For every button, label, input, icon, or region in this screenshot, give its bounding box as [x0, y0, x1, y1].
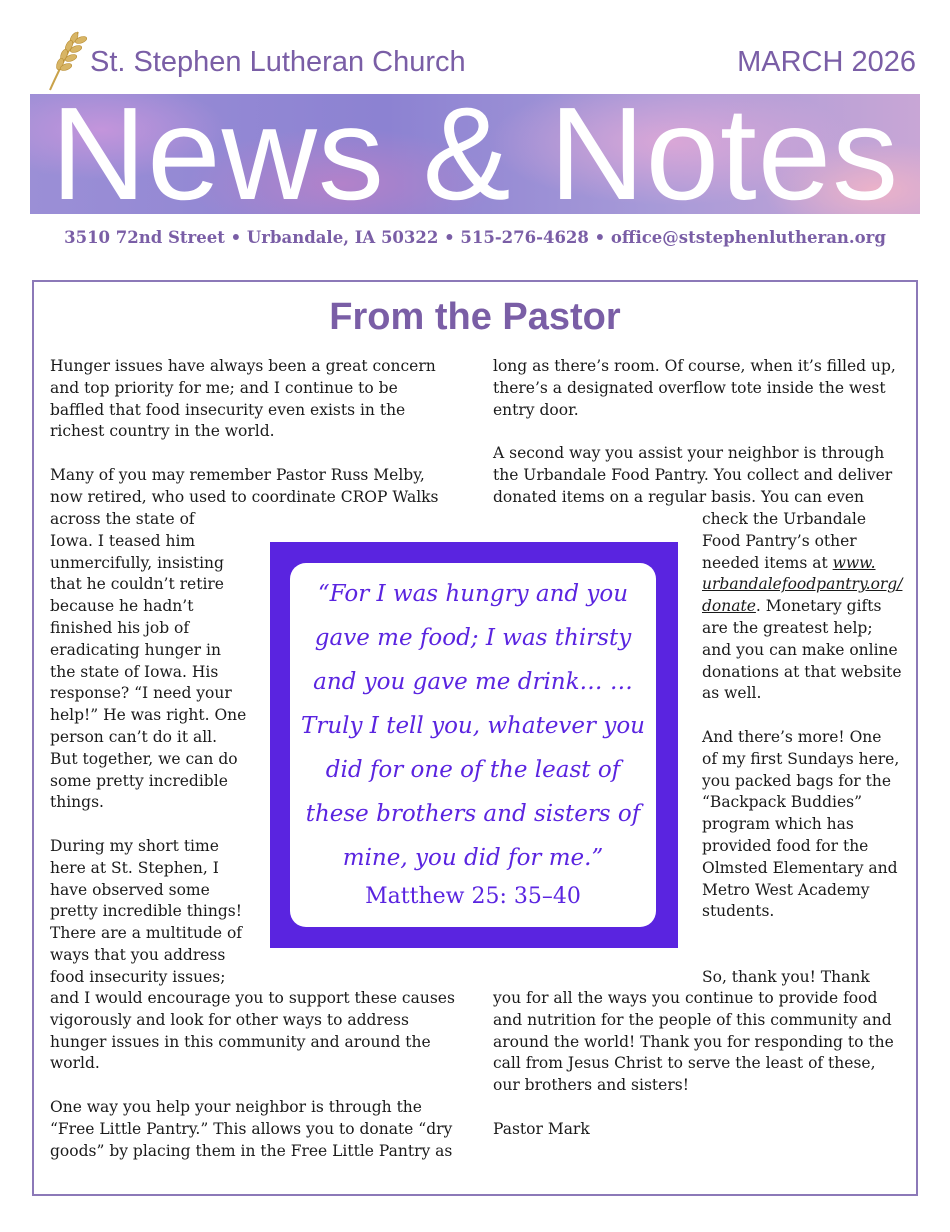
- text-line: now retired, who used to coordinate CROP Walks: [50, 487, 439, 506]
- text-line: And there’s more! One: [702, 727, 882, 746]
- contact-line: 3510 72nd Street • Urbandale, IA 50322 • 515-276-4628 • office@ststephenlutheran.org: [64, 228, 886, 247]
- text-line: donated items on a regular basis. You can even: [493, 487, 865, 506]
- text-line: One way you help your neighbor is through the: [50, 1097, 422, 1116]
- text-line: and top priority for me; and I continue to be: [50, 378, 398, 397]
- masthead-title: News & Notes: [50, 94, 900, 214]
- food-pantry-link[interactable]: urbandalefoodpantry.org/: [702, 575, 903, 594]
- text-line: students.: [702, 902, 775, 921]
- text-line: and I would encourage you to support these causes: [50, 989, 455, 1007]
- text-line: Food Pantry’s other: [702, 531, 857, 550]
- text-line: help!” He was right. One: [50, 706, 247, 725]
- pull-quote-text: [290, 572, 656, 880]
- text-line: donate. Monetary gifts: [702, 597, 882, 616]
- text-line: the state of Iowa. His: [50, 662, 219, 681]
- text-line: There are a multitude of: [50, 924, 243, 943]
- quote-line: and you gave me drink… …: [313, 669, 633, 695]
- quote-line: “For I was hungry and you: [317, 581, 629, 607]
- text-line: A second way you assist your neighbor is through: [493, 444, 885, 463]
- signature: Pastor Mark: [493, 1119, 590, 1138]
- text-line: richest country in the world.: [50, 422, 275, 441]
- text-line: [702, 574, 902, 596]
- text-line: things.: [50, 793, 104, 812]
- text-line: you for all the ways you continue to provide food: [493, 989, 878, 1007]
- wheat-icon: [44, 26, 88, 92]
- quote-line: did for one of the least of: [325, 757, 621, 783]
- text-line: “Backpack Buddies”: [702, 793, 863, 812]
- text-line: program which has: [702, 815, 854, 834]
- food-pantry-link[interactable]: www.: [832, 553, 876, 572]
- text-line: of my first Sundays here,: [702, 749, 900, 768]
- text-line: person can’t do it all.: [50, 727, 218, 746]
- text-line: our brothers and sisters!: [493, 1076, 689, 1095]
- text-line: But together, we can do: [50, 749, 238, 768]
- text-line: hunger issues in this community and around the: [50, 1032, 431, 1051]
- text-line: pretty incredible things!: [50, 902, 242, 921]
- text-line: and nutrition for the people of this community and: [493, 1010, 892, 1029]
- text-line: check the Urbandale: [702, 510, 867, 528]
- quote-line: Truly I tell you, whatever you: [301, 713, 645, 739]
- text-line: call from Jesus Christ to serve the least of these,: [493, 1054, 876, 1073]
- text-line: Metro West Academy: [702, 880, 870, 899]
- text-line: baffled that food insecurity even exists in the: [50, 400, 406, 419]
- text-line: unmercifully, insisting: [50, 553, 224, 572]
- quote-line: mine, you did for me.”: [342, 845, 604, 871]
- text-line: finished his job of: [50, 618, 190, 637]
- text-line: there’s a designated overflow tote inside the west: [493, 378, 886, 397]
- left-column-top: [50, 356, 439, 509]
- text-line: across the state of: [50, 510, 195, 528]
- text-line: goods” by placing them in the Free Little Pantry as: [50, 1141, 453, 1160]
- text-line: food insecurity issues;: [50, 967, 226, 986]
- text-line: because he hadn’t: [50, 597, 194, 616]
- text-line: Iowa. I teased him: [50, 531, 196, 550]
- text-line: as well.: [702, 684, 762, 703]
- text-line: have observed some: [50, 880, 210, 899]
- text-line: world.: [50, 1054, 100, 1073]
- text-line: and you can make online: [702, 640, 898, 659]
- right-column-narrow: [702, 509, 902, 989]
- right-column-top: [493, 356, 896, 509]
- quote-citation: Matthew 25: 35–40: [365, 884, 581, 909]
- text-line: So, thank you! Thank: [702, 967, 870, 986]
- text-line: you packed bags for the: [702, 771, 892, 790]
- text-line: are the greatest help;: [702, 618, 873, 637]
- left-column-bottom: [50, 988, 455, 1162]
- text-line: long as there’s room. Of course, when it’s filled up,: [493, 357, 896, 375]
- text-line: the Urbandale Food Pantry. You collect and deliver: [493, 465, 893, 484]
- text-line: provided food for the: [702, 836, 869, 855]
- text-line: Many of you may remember Pastor Russ Melby,: [50, 465, 425, 484]
- masthead-banner: [30, 94, 920, 214]
- text-line: donations at that website: [702, 662, 902, 681]
- text-line: During my short time: [50, 836, 219, 855]
- right-column-bottom: [493, 988, 894, 1141]
- text-line: “Free Little Pantry.” This allows you to donate “dry: [50, 1119, 453, 1138]
- text-line: vigorously and look for other ways to address: [50, 1010, 409, 1029]
- left-column-narrow: [50, 509, 246, 989]
- text-line: around the world! Thank you for responding to the: [493, 1032, 894, 1051]
- issue-date: MARCH 2026: [737, 46, 916, 78]
- text-line: that he couldn’t retire: [50, 575, 224, 594]
- section-title: From the Pastor: [329, 296, 621, 338]
- church-name: St. Stephen Lutheran Church: [90, 46, 466, 78]
- text-line: some pretty incredible: [50, 771, 228, 790]
- text-line: eradicating hunger in: [50, 640, 221, 659]
- food-pantry-link[interactable]: donate: [702, 597, 756, 616]
- quote-line: gave me food; I was thirsty: [314, 625, 632, 651]
- text-line: entry door.: [493, 400, 579, 419]
- text-line: Olmsted Elementary and: [702, 858, 898, 877]
- quote-line: these brothers and sisters of: [305, 801, 641, 827]
- text-line: needed items at www.: [702, 553, 876, 572]
- text-line: response? “I need your: [50, 684, 232, 703]
- text-line: Hunger issues have always been a great concern: [50, 357, 436, 375]
- text-line: here at St. Stephen, I: [50, 858, 219, 877]
- text-line: ways that you address: [50, 945, 226, 964]
